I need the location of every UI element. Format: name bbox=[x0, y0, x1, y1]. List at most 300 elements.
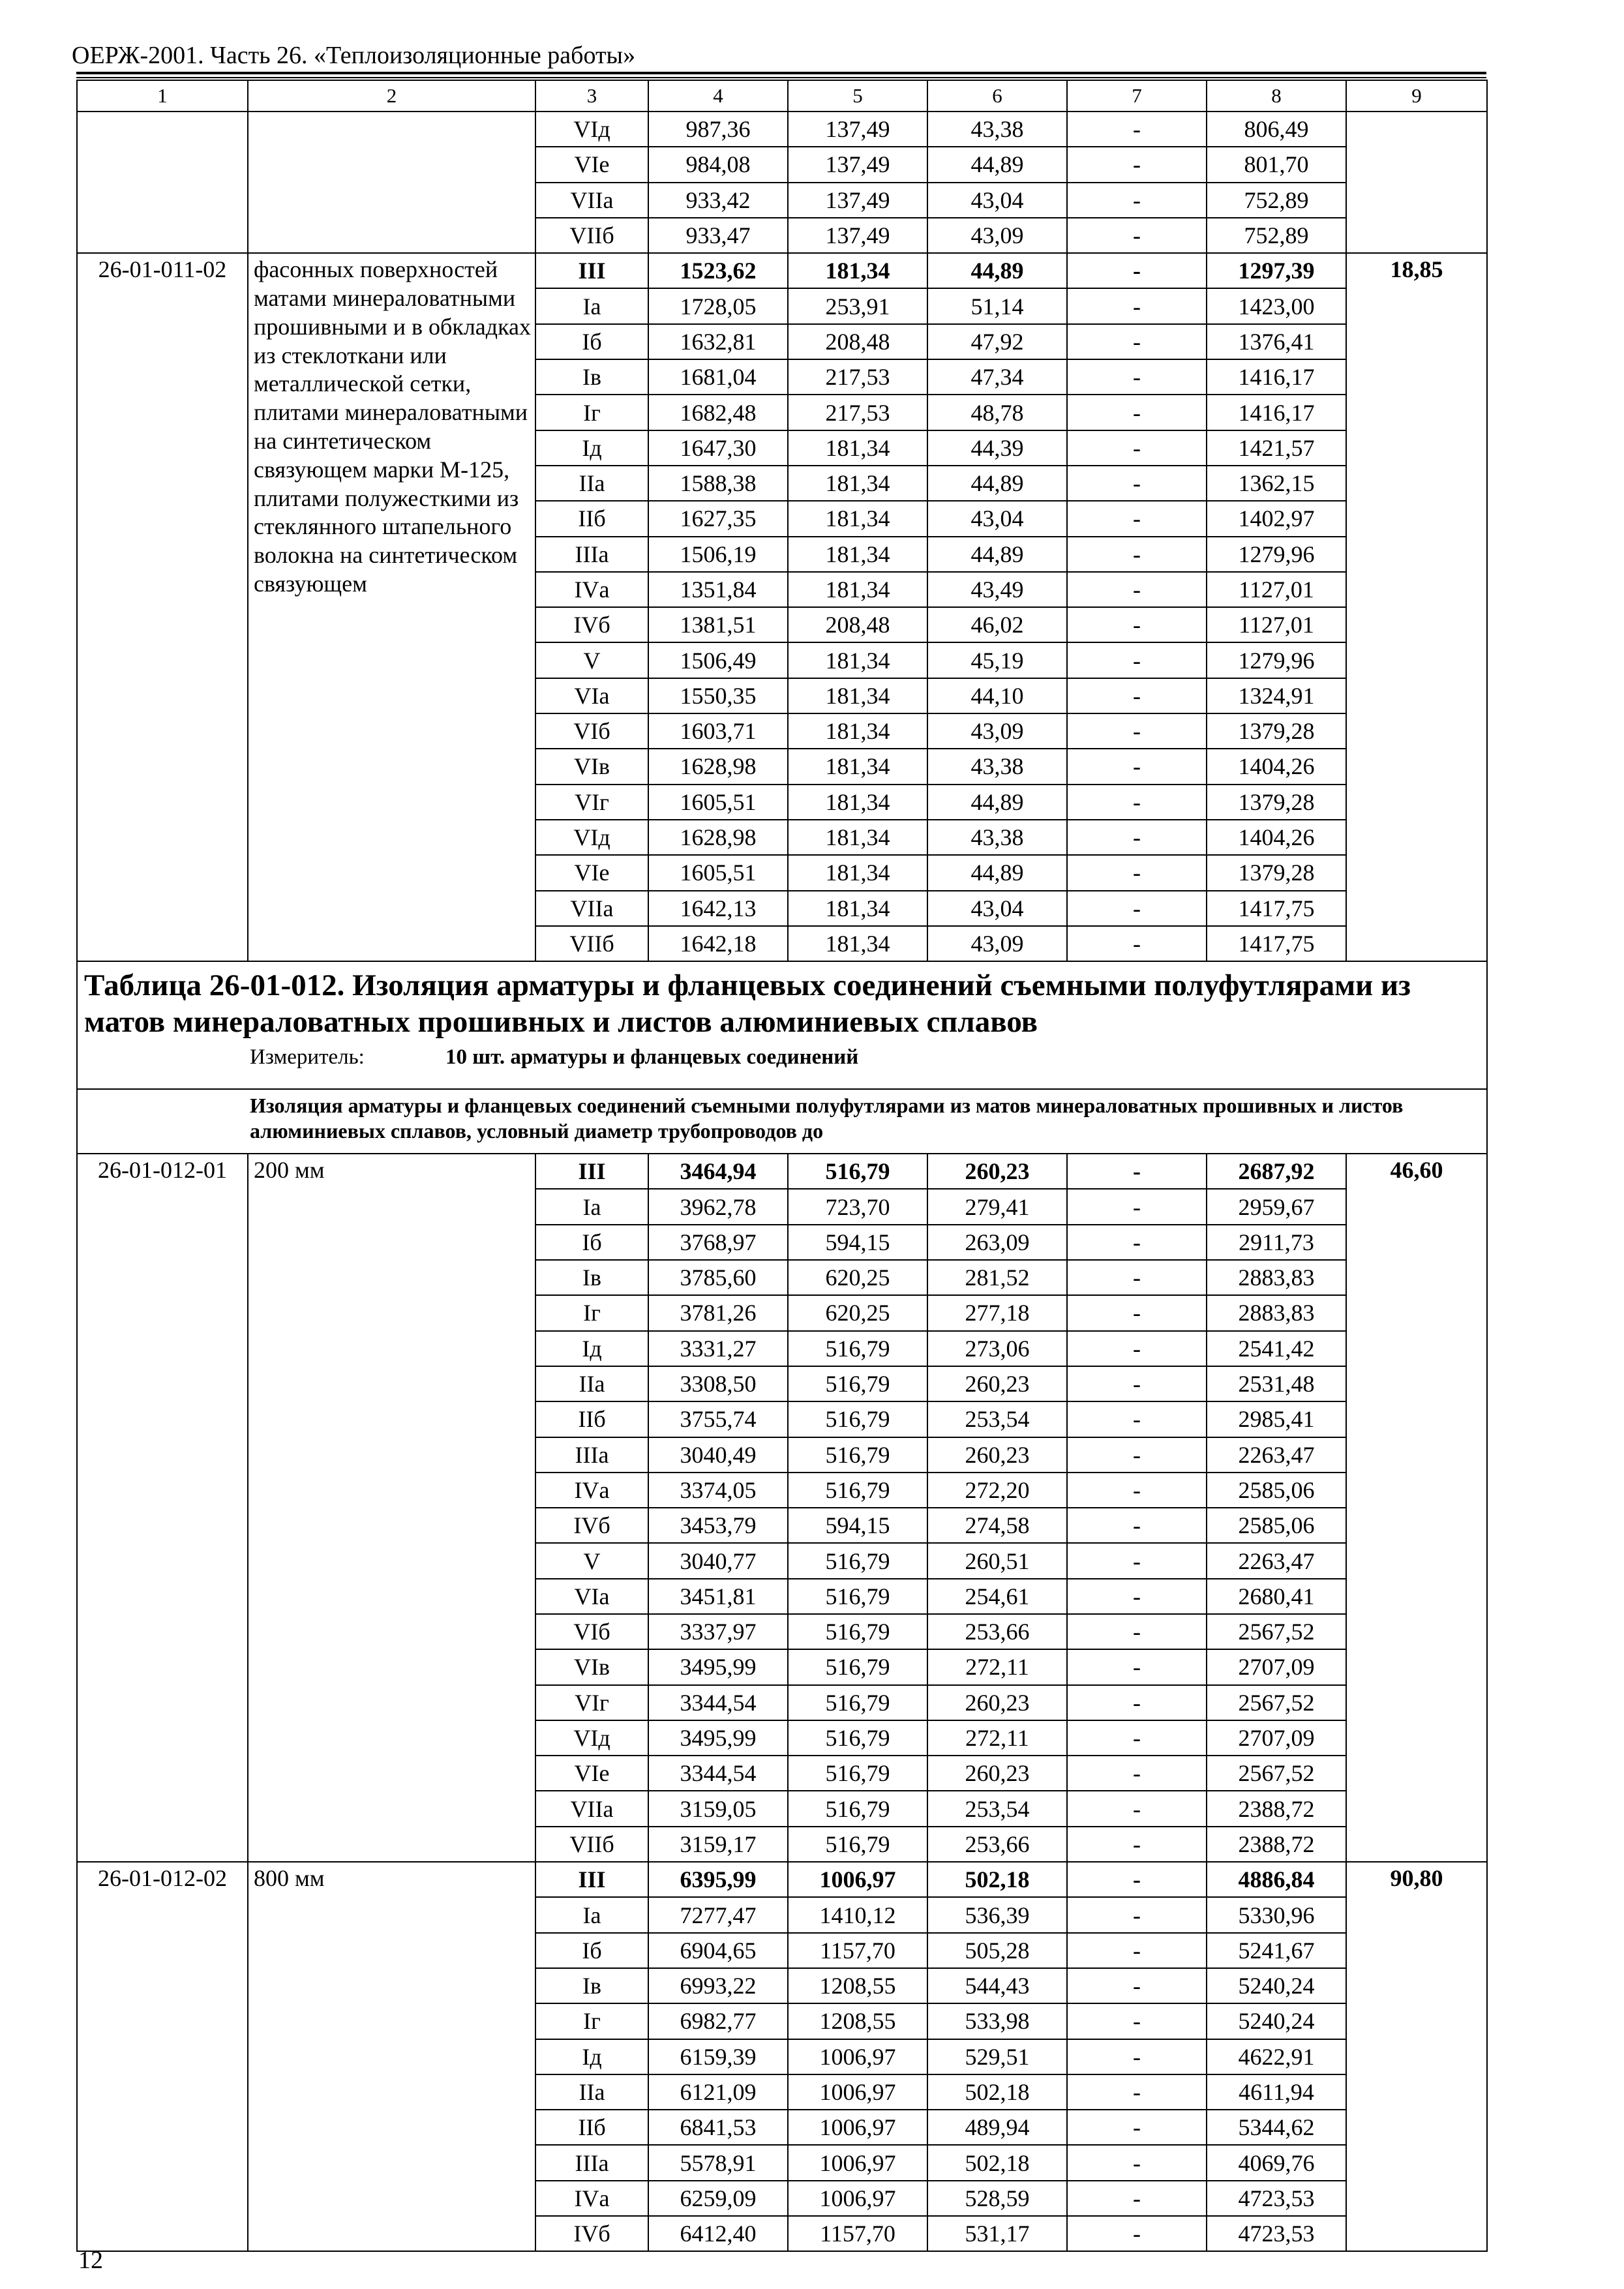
materials-cell: 1297,39 bbox=[1207, 253, 1346, 288]
direct-costs-cell: 6395,99 bbox=[648, 1862, 788, 1897]
machinist-wages-cell: - bbox=[1067, 1791, 1207, 1826]
direct-costs-cell: 984,08 bbox=[648, 147, 788, 182]
direct-costs-cell: 987,36 bbox=[648, 112, 788, 147]
direct-costs-cell: 3962,78 bbox=[648, 1189, 788, 1224]
direct-costs-cell: 3159,05 bbox=[648, 1791, 788, 1826]
labor-wages-cell: 181,34 bbox=[788, 891, 927, 926]
zone-cell: VIIа bbox=[535, 891, 648, 926]
labor-wages-cell: 516,79 bbox=[788, 1154, 927, 1189]
machinist-wages-cell: - bbox=[1067, 1649, 1207, 1684]
labor-wages-cell: 1006,97 bbox=[788, 2110, 927, 2145]
zone-cell: VIIб bbox=[535, 926, 648, 961]
direct-costs-cell: 933,47 bbox=[648, 218, 788, 253]
materials-cell: 752,89 bbox=[1207, 183, 1346, 218]
labor-wages-cell: 516,79 bbox=[788, 1331, 927, 1366]
materials-cell: 4886,84 bbox=[1207, 1862, 1346, 1897]
labor-wages-cell: 181,34 bbox=[788, 501, 927, 536]
direct-costs-cell: 3159,17 bbox=[648, 1827, 788, 1862]
labor-wages-cell: 181,34 bbox=[788, 642, 927, 678]
materials-cell: 2687,92 bbox=[1207, 1154, 1346, 1189]
labor-wages-cell: 181,34 bbox=[788, 926, 927, 961]
item-description: 800 мм bbox=[248, 1862, 535, 2251]
materials-cell: 5241,67 bbox=[1207, 1933, 1346, 1968]
item-description bbox=[248, 112, 535, 253]
zone-cell: V bbox=[535, 1543, 648, 1578]
labor-wages-cell: 137,49 bbox=[788, 112, 927, 147]
machine-costs-cell: 43,04 bbox=[927, 183, 1067, 218]
materials-cell: 2680,41 bbox=[1207, 1579, 1346, 1614]
machine-costs-cell: 531,17 bbox=[927, 2216, 1067, 2251]
zone-cell: Iг bbox=[535, 1295, 648, 1330]
direct-costs-cell: 1628,98 bbox=[648, 820, 788, 855]
zone-cell: IIIа bbox=[535, 537, 648, 572]
machine-costs-cell: 254,61 bbox=[927, 1579, 1067, 1614]
machinist-wages-cell: - bbox=[1067, 2039, 1207, 2074]
direct-costs-cell: 3331,27 bbox=[648, 1331, 788, 1366]
direct-costs-cell: 1682,48 bbox=[648, 395, 788, 430]
direct-costs-cell: 3344,54 bbox=[648, 1685, 788, 1720]
machinist-wages-cell: - bbox=[1067, 430, 1207, 466]
labor-wages-cell: 516,79 bbox=[788, 1614, 927, 1649]
labor-wages-cell: 516,79 bbox=[788, 1720, 927, 1756]
zone-cell: IVб bbox=[535, 607, 648, 642]
machinist-wages-cell: - bbox=[1067, 1295, 1207, 1330]
materials-cell: 2585,06 bbox=[1207, 1473, 1346, 1508]
zone-cell: Iа bbox=[535, 288, 648, 323]
materials-cell: 2388,72 bbox=[1207, 1791, 1346, 1826]
machinist-wages-cell: - bbox=[1067, 1720, 1207, 1756]
zone-cell: IVб bbox=[535, 2216, 648, 2251]
machine-costs-cell: 44,10 bbox=[927, 678, 1067, 713]
zone-cell: IVб bbox=[535, 1508, 648, 1543]
direct-costs-cell: 3308,50 bbox=[648, 1366, 788, 1401]
item-description: 200 мм bbox=[248, 1154, 535, 1862]
materials-cell: 2959,67 bbox=[1207, 1189, 1346, 1224]
zone-cell: IIа bbox=[535, 1366, 648, 1401]
direct-costs-cell: 1627,35 bbox=[648, 501, 788, 536]
zone-cell: Iв bbox=[535, 1968, 648, 2003]
column-number-row bbox=[77, 80, 1487, 112]
machine-costs-cell: 45,19 bbox=[927, 642, 1067, 678]
machine-costs-cell: 253,54 bbox=[927, 1401, 1067, 1437]
machinist-wages-cell: - bbox=[1067, 1366, 1207, 1401]
labor-wages-cell: 181,34 bbox=[788, 572, 927, 607]
zone-cell: VIIа bbox=[535, 1791, 648, 1826]
machinist-wages-cell: - bbox=[1067, 713, 1207, 749]
direct-costs-cell: 1523,62 bbox=[648, 253, 788, 288]
labor-wages-cell: 1006,97 bbox=[788, 2074, 927, 2110]
labor-wages-cell: 181,34 bbox=[788, 253, 927, 288]
zone-cell: VIб bbox=[535, 1614, 648, 1649]
labor-wages-cell: 620,25 bbox=[788, 1260, 927, 1295]
zone-cell: VIд bbox=[535, 1720, 648, 1756]
zone-cell: Iд bbox=[535, 430, 648, 466]
table-row bbox=[77, 112, 1487, 147]
direct-costs-cell: 3344,54 bbox=[648, 1756, 788, 1791]
materials-cell: 1417,75 bbox=[1207, 926, 1346, 961]
machinist-wages-cell: - bbox=[1067, 1189, 1207, 1224]
machine-costs-cell: 502,18 bbox=[927, 1862, 1067, 1897]
direct-costs-cell: 6259,09 bbox=[648, 2181, 788, 2216]
machine-costs-cell: 528,59 bbox=[927, 2181, 1067, 2216]
machinist-wages-cell: - bbox=[1067, 891, 1207, 926]
zone-cell: IIIа bbox=[535, 2145, 648, 2180]
machinist-wages-cell: - bbox=[1067, 1968, 1207, 2003]
zone-cell: VIв bbox=[535, 749, 648, 784]
materials-cell: 2985,41 bbox=[1207, 1401, 1346, 1437]
direct-costs-cell: 3495,99 bbox=[648, 1720, 788, 1756]
page-number: 12 bbox=[78, 2247, 103, 2274]
machine-costs-cell: 47,92 bbox=[927, 324, 1067, 359]
materials-cell: 1417,75 bbox=[1207, 891, 1346, 926]
machinist-wages-cell: - bbox=[1067, 642, 1207, 678]
column-number: 3 bbox=[535, 80, 648, 112]
machine-costs-cell: 260,23 bbox=[927, 1685, 1067, 1720]
machine-costs-cell: 505,28 bbox=[927, 1933, 1067, 1968]
machine-costs-cell: 43,09 bbox=[927, 926, 1067, 961]
direct-costs-cell: 1605,51 bbox=[648, 785, 788, 820]
machinist-wages-cell: - bbox=[1067, 1756, 1207, 1791]
direct-costs-cell: 3785,60 bbox=[648, 1260, 788, 1295]
zone-cell: VIе bbox=[535, 147, 648, 182]
labor-wages-cell: 181,34 bbox=[788, 855, 927, 890]
machinist-wages-cell: - bbox=[1067, 855, 1207, 890]
machine-costs-cell: 544,43 bbox=[927, 1968, 1067, 2003]
machine-costs-cell: 47,34 bbox=[927, 359, 1067, 395]
machinist-wages-cell: - bbox=[1067, 926, 1207, 961]
machine-costs-cell: 43,38 bbox=[927, 820, 1067, 855]
column-number: 1 bbox=[77, 80, 248, 112]
direct-costs-cell: 6904,65 bbox=[648, 1933, 788, 1968]
machinist-wages-cell: - bbox=[1067, 1614, 1207, 1649]
zone-cell: Iг bbox=[535, 2003, 648, 2039]
materials-cell: 1404,26 bbox=[1207, 749, 1346, 784]
zone-cell: IIб bbox=[535, 2110, 648, 2145]
direct-costs-cell: 3040,49 bbox=[648, 1437, 788, 1473]
zone-cell: VIа bbox=[535, 678, 648, 713]
machine-costs-cell: 46,02 bbox=[927, 607, 1067, 642]
labor-wages-cell: 1006,97 bbox=[788, 1862, 927, 1897]
machine-costs-cell: 253,54 bbox=[927, 1791, 1067, 1826]
machine-costs-cell: 44,89 bbox=[927, 253, 1067, 288]
direct-costs-cell: 1681,04 bbox=[648, 359, 788, 395]
materials-cell: 1127,01 bbox=[1207, 572, 1346, 607]
labor-wages-cell: 137,49 bbox=[788, 147, 927, 182]
materials-cell: 4611,94 bbox=[1207, 2074, 1346, 2110]
machinist-wages-cell: - bbox=[1067, 537, 1207, 572]
materials-cell: 5240,24 bbox=[1207, 2003, 1346, 2039]
machinist-wages-cell: - bbox=[1067, 1862, 1207, 1897]
labor-wages-cell: 217,53 bbox=[788, 359, 927, 395]
direct-costs-cell: 1603,71 bbox=[648, 713, 788, 749]
column-number: 8 bbox=[1207, 80, 1346, 112]
labor-wages-cell: 1006,97 bbox=[788, 2039, 927, 2074]
materials-cell: 1402,97 bbox=[1207, 501, 1346, 536]
group-description: Изоляция арматуры и фланцевых соединений съемными полуфутлярами из матов минераловатных прошивных и листов алюминиевых сплавов, условный диаметр трубопроводов до bbox=[77, 1089, 1487, 1154]
machinist-wages-cell: - bbox=[1067, 820, 1207, 855]
labor-wages-cell: 181,34 bbox=[788, 749, 927, 784]
machine-costs-cell: 48,78 bbox=[927, 395, 1067, 430]
labor-wages-cell: 208,48 bbox=[788, 324, 927, 359]
labor-wages-cell: 181,34 bbox=[788, 678, 927, 713]
machine-costs-cell: 502,18 bbox=[927, 2145, 1067, 2180]
zone-cell: VIг bbox=[535, 785, 648, 820]
machine-costs-cell: 489,94 bbox=[927, 2110, 1067, 2145]
direct-costs-cell: 3755,74 bbox=[648, 1401, 788, 1437]
machinist-wages-cell: - bbox=[1067, 2110, 1207, 2145]
zone-cell: VIе bbox=[535, 1756, 648, 1791]
direct-costs-cell: 6993,22 bbox=[648, 1968, 788, 2003]
machine-costs-cell: 260,23 bbox=[927, 1366, 1067, 1401]
direct-costs-cell: 1550,35 bbox=[648, 678, 788, 713]
direct-costs-cell: 6121,09 bbox=[648, 2074, 788, 2110]
machinist-wages-cell: - bbox=[1067, 1897, 1207, 1932]
zone-cell: VIд bbox=[535, 820, 648, 855]
direct-costs-cell: 3495,99 bbox=[648, 1649, 788, 1684]
materials-cell: 1376,41 bbox=[1207, 324, 1346, 359]
machinist-wages-cell: - bbox=[1067, 288, 1207, 323]
zone-cell: Iб bbox=[535, 324, 648, 359]
labor-wages-cell: 253,91 bbox=[788, 288, 927, 323]
column-number: 5 bbox=[788, 80, 927, 112]
materials-cell: 5240,24 bbox=[1207, 1968, 1346, 2003]
materials-cell: 1324,91 bbox=[1207, 678, 1346, 713]
zone-cell: Iа bbox=[535, 1897, 648, 1932]
materials-cell: 2883,83 bbox=[1207, 1295, 1346, 1330]
labor-wages-cell: 137,49 bbox=[788, 218, 927, 253]
machine-costs-cell: 260,23 bbox=[927, 1437, 1067, 1473]
direct-costs-cell: 3374,05 bbox=[648, 1473, 788, 1508]
machine-costs-cell: 260,23 bbox=[927, 1756, 1067, 1791]
table-row bbox=[77, 1862, 1487, 1897]
zone-cell: Iв bbox=[535, 359, 648, 395]
labor-wages-cell: 516,79 bbox=[788, 1401, 927, 1437]
machinist-wages-cell: - bbox=[1067, 2181, 1207, 2216]
materials-cell: 2707,09 bbox=[1207, 1649, 1346, 1684]
zone-cell: IVа bbox=[535, 572, 648, 607]
machine-costs-cell: 253,66 bbox=[927, 1827, 1067, 1862]
machine-costs-cell: 253,66 bbox=[927, 1614, 1067, 1649]
labor-wages-cell: 516,79 bbox=[788, 1579, 927, 1614]
materials-cell: 1279,96 bbox=[1207, 537, 1346, 572]
materials-cell: 1404,26 bbox=[1207, 820, 1346, 855]
item-code: 26-01-012-02 bbox=[77, 1862, 248, 2251]
table-title-cell bbox=[77, 961, 1487, 1089]
running-header: ОЕРЖ-2001. Часть 26. «Теплоизоляционные работы» bbox=[72, 42, 636, 69]
machine-costs-cell: 44,39 bbox=[927, 430, 1067, 466]
machine-costs-cell: 43,04 bbox=[927, 501, 1067, 536]
zone-cell: VIIб bbox=[535, 218, 648, 253]
labor-wages-cell: 594,15 bbox=[788, 1508, 927, 1543]
zone-cell: IIа bbox=[535, 466, 648, 501]
machinist-wages-cell: - bbox=[1067, 2074, 1207, 2110]
direct-costs-cell: 1728,05 bbox=[648, 288, 788, 323]
direct-costs-cell: 933,42 bbox=[648, 183, 788, 218]
labor-wages-cell: 516,79 bbox=[788, 1437, 927, 1473]
labor-wages-cell: 516,79 bbox=[788, 1543, 927, 1578]
labor-wages-cell: 181,34 bbox=[788, 785, 927, 820]
zone-cell: Iа bbox=[535, 1189, 648, 1224]
zone-cell: V bbox=[535, 642, 648, 678]
machine-costs-cell: 263,09 bbox=[927, 1225, 1067, 1260]
machine-costs-cell: 502,18 bbox=[927, 2074, 1067, 2110]
zone-cell: VIг bbox=[535, 1685, 648, 1720]
materials-cell: 1379,28 bbox=[1207, 855, 1346, 890]
column-number: 4 bbox=[648, 80, 788, 112]
machinist-wages-cell: - bbox=[1067, 1473, 1207, 1508]
header-rule bbox=[76, 72, 1486, 74]
materials-cell: 2883,83 bbox=[1207, 1260, 1346, 1295]
labor-hours: 46,60 bbox=[1346, 1154, 1487, 1862]
measure-label: Измеритель: bbox=[250, 1045, 365, 1070]
zone-cell: IIб bbox=[535, 501, 648, 536]
machine-costs-cell: 533,98 bbox=[927, 2003, 1067, 2039]
materials-cell: 2567,52 bbox=[1207, 1685, 1346, 1720]
machine-costs-cell: 529,51 bbox=[927, 2039, 1067, 2074]
materials-cell: 1416,17 bbox=[1207, 395, 1346, 430]
materials-cell: 4622,91 bbox=[1207, 2039, 1346, 2074]
zone-cell: IIа bbox=[535, 2074, 648, 2110]
zone-cell: Iб bbox=[535, 1225, 648, 1260]
machinist-wages-cell: - bbox=[1067, 253, 1207, 288]
machinist-wages-cell: - bbox=[1067, 1154, 1207, 1189]
zone-cell: Iг bbox=[535, 395, 648, 430]
machine-costs-cell: 44,89 bbox=[927, 785, 1067, 820]
direct-costs-cell: 1605,51 bbox=[648, 855, 788, 890]
materials-cell: 2263,47 bbox=[1207, 1543, 1346, 1578]
labor-hours: 18,85 bbox=[1346, 253, 1487, 961]
zone-cell: III bbox=[535, 1154, 648, 1189]
machinist-wages-cell: - bbox=[1067, 501, 1207, 536]
machine-costs-cell: 272,11 bbox=[927, 1649, 1067, 1684]
labor-wages-cell: 516,79 bbox=[788, 1649, 927, 1684]
direct-costs-cell: 6841,53 bbox=[648, 2110, 788, 2145]
machine-costs-cell: 43,04 bbox=[927, 891, 1067, 926]
direct-costs-cell: 1381,51 bbox=[648, 607, 788, 642]
direct-costs-cell: 1506,49 bbox=[648, 642, 788, 678]
zone-cell: VIа bbox=[535, 1579, 648, 1614]
materials-cell: 2567,52 bbox=[1207, 1614, 1346, 1649]
item-code: 26-01-011-02 bbox=[77, 253, 248, 961]
machinist-wages-cell: - bbox=[1067, 1543, 1207, 1578]
direct-costs-cell: 1506,19 bbox=[648, 537, 788, 572]
machinist-wages-cell: - bbox=[1067, 1260, 1207, 1295]
machinist-wages-cell: - bbox=[1067, 218, 1207, 253]
labor-wages-cell: 594,15 bbox=[788, 1225, 927, 1260]
labor-wages-cell: 137,49 bbox=[788, 183, 927, 218]
item-code: 26-01-012-01 bbox=[77, 1154, 248, 1862]
direct-costs-cell: 3781,26 bbox=[648, 1295, 788, 1330]
machinist-wages-cell: - bbox=[1067, 359, 1207, 395]
column-number: 2 bbox=[248, 80, 535, 112]
zone-cell: Iд bbox=[535, 2039, 648, 2074]
direct-costs-cell: 3453,79 bbox=[648, 1508, 788, 1543]
materials-cell: 1379,28 bbox=[1207, 785, 1346, 820]
machinist-wages-cell: - bbox=[1067, 1579, 1207, 1614]
zone-cell: IIIа bbox=[535, 1437, 648, 1473]
direct-costs-cell: 3768,97 bbox=[648, 1225, 788, 1260]
materials-cell: 806,49 bbox=[1207, 112, 1346, 147]
group-description-row bbox=[77, 1089, 1487, 1154]
table-title-row bbox=[77, 961, 1487, 1089]
direct-costs-cell: 1632,81 bbox=[648, 324, 788, 359]
machine-costs-cell: 260,51 bbox=[927, 1543, 1067, 1578]
labor-wages-cell: 181,34 bbox=[788, 713, 927, 749]
labor-wages-cell: 1410,12 bbox=[788, 1897, 927, 1932]
labor-wages-cell: 181,34 bbox=[788, 430, 927, 466]
labor-wages-cell: 1006,97 bbox=[788, 2145, 927, 2180]
materials-cell: 1127,01 bbox=[1207, 607, 1346, 642]
direct-costs-cell: 1351,84 bbox=[648, 572, 788, 607]
materials-cell: 2911,73 bbox=[1207, 1225, 1346, 1260]
machinist-wages-cell: - bbox=[1067, 1401, 1207, 1437]
zone-cell: III bbox=[535, 253, 648, 288]
machine-costs-cell: 43,09 bbox=[927, 218, 1067, 253]
machine-costs-cell: 44,89 bbox=[927, 466, 1067, 501]
zone-cell: VIв bbox=[535, 1649, 648, 1684]
direct-costs-cell: 1628,98 bbox=[648, 749, 788, 784]
labor-wages-cell: 516,79 bbox=[788, 1685, 927, 1720]
machinist-wages-cell: - bbox=[1067, 324, 1207, 359]
direct-costs-cell: 1588,38 bbox=[648, 466, 788, 501]
materials-cell: 1379,28 bbox=[1207, 713, 1346, 749]
materials-cell: 2541,42 bbox=[1207, 1331, 1346, 1366]
machine-costs-cell: 272,20 bbox=[927, 1473, 1067, 1508]
machine-costs-cell: 279,41 bbox=[927, 1189, 1067, 1224]
machine-costs-cell: 44,89 bbox=[927, 147, 1067, 182]
labor-wages-cell: 516,79 bbox=[788, 1791, 927, 1826]
machinist-wages-cell: - bbox=[1067, 2216, 1207, 2251]
machinist-wages-cell: - bbox=[1067, 607, 1207, 642]
labor-wages-cell: 181,34 bbox=[788, 820, 927, 855]
machinist-wages-cell: - bbox=[1067, 572, 1207, 607]
zone-cell: Iд bbox=[535, 1331, 648, 1366]
direct-costs-cell: 3464,94 bbox=[648, 1154, 788, 1189]
labor-wages-cell: 1006,97 bbox=[788, 2181, 927, 2216]
machinist-wages-cell: - bbox=[1067, 1933, 1207, 1968]
machinist-wages-cell: - bbox=[1067, 183, 1207, 218]
labor-wages-cell: 217,53 bbox=[788, 395, 927, 430]
item-code bbox=[77, 112, 248, 253]
zone-cell: VIIб bbox=[535, 1827, 648, 1862]
direct-costs-cell: 1642,18 bbox=[648, 926, 788, 961]
zone-cell: VIе bbox=[535, 855, 648, 890]
materials-cell: 2263,47 bbox=[1207, 1437, 1346, 1473]
machine-costs-cell: 43,09 bbox=[927, 713, 1067, 749]
materials-cell: 2567,52 bbox=[1207, 1756, 1346, 1791]
machinist-wages-cell: - bbox=[1067, 1685, 1207, 1720]
item-description: фасонных поверхностей матами минераловатными прошивными и в обкладках из стеклоткани или металлической сетки, плитами минераловатными на синтетическом связующем марки М-125, плитами полужесткими из стеклянного штапельного волокна на синтетическом связующем bbox=[248, 253, 535, 961]
machine-costs-cell: 44,89 bbox=[927, 855, 1067, 890]
machinist-wages-cell: - bbox=[1067, 1225, 1207, 1260]
labor-wages-cell: 1157,70 bbox=[788, 2216, 927, 2251]
direct-costs-cell: 3451,81 bbox=[648, 1579, 788, 1614]
column-number: 9 bbox=[1346, 80, 1487, 112]
machine-costs-cell: 274,58 bbox=[927, 1508, 1067, 1543]
column-number: 7 bbox=[1067, 80, 1207, 112]
machinist-wages-cell: - bbox=[1067, 1437, 1207, 1473]
machine-costs-cell: 43,49 bbox=[927, 572, 1067, 607]
materials-cell: 1416,17 bbox=[1207, 359, 1346, 395]
machinist-wages-cell: - bbox=[1067, 678, 1207, 713]
labor-wages-cell: 181,34 bbox=[788, 537, 927, 572]
machine-costs-cell: 536,39 bbox=[927, 1897, 1067, 1932]
zone-cell: III bbox=[535, 1862, 648, 1897]
labor-hours: 90,80 bbox=[1346, 1862, 1487, 2251]
header-rule-thin bbox=[76, 77, 1486, 78]
labor-wages-cell: 208,48 bbox=[788, 607, 927, 642]
table-title: Таблица 26-01-012. Изоляция арматуры и фланцевых соединений съемными полуфутлярами из матов минераловатных прошивных и листов алюминиевых сплавов bbox=[84, 968, 1411, 1040]
